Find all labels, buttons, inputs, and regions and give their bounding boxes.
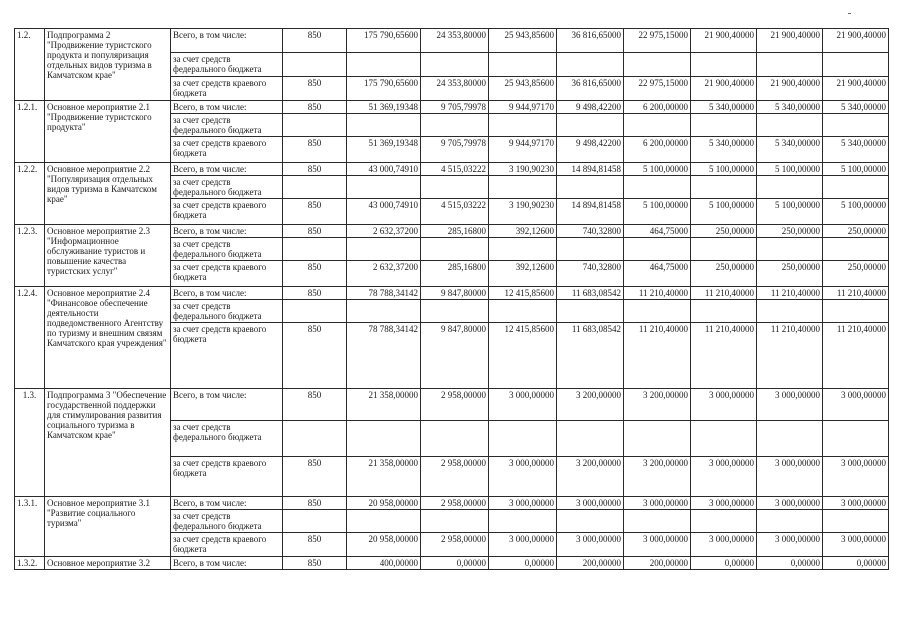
year-amount-cell: 12 415,85600 [489, 323, 557, 389]
table-row [15, 287, 889, 300]
funding-source-cell: за счет средств краевого бюджета [171, 323, 283, 389]
year-amount-cell: 0,00000 [489, 557, 557, 570]
year-amount-cell: 3 000,00000 [691, 389, 757, 421]
year-amount-cell: 250,00000 [691, 261, 757, 287]
year-amount-cell [624, 176, 691, 199]
total-amount-cell: 20 958,00000 [347, 533, 421, 557]
year-amount-cell: 0,00000 [757, 557, 823, 570]
year-amount-cell: 2 958,00000 [421, 533, 489, 557]
year-amount-cell: 5 340,00000 [757, 137, 823, 163]
year-amount-cell: 3 000,00000 [691, 457, 757, 497]
funding-source-cell: за счет средств краевого бюджета [171, 457, 283, 497]
year-amount-cell [823, 114, 889, 137]
year-amount-cell: 11 210,40000 [823, 323, 889, 389]
year-amount-cell [823, 300, 889, 323]
year-amount-cell: 9 498,42200 [557, 101, 624, 114]
year-amount-cell: 3 200,00000 [557, 389, 624, 421]
year-amount-cell: 250,00000 [823, 261, 889, 287]
year-amount-cell: 11 683,08542 [557, 287, 624, 300]
year-amount-cell: 5 100,00000 [691, 199, 757, 225]
year-amount-cell: 9 847,80000 [421, 287, 489, 300]
year-amount-cell: 9 944,97170 [489, 137, 557, 163]
admin-code-cell [283, 114, 347, 137]
year-amount-cell [757, 53, 823, 77]
year-amount-cell: 3 000,00000 [823, 497, 889, 510]
year-amount-cell: 3 000,00000 [489, 457, 557, 497]
year-amount-cell: 11 210,40000 [624, 287, 691, 300]
year-amount-cell [624, 510, 691, 533]
admin-code-cell: 850 [283, 101, 347, 114]
year-amount-cell: 25 943,85600 [489, 77, 557, 101]
admin-code-cell: 850 [283, 457, 347, 497]
funding-source-cell: Всего, в том числе: [171, 389, 283, 421]
year-amount-cell [489, 238, 557, 261]
year-amount-cell: 3 200,00000 [557, 457, 624, 497]
year-amount-cell: 6 200,00000 [624, 137, 691, 163]
year-amount-cell: 14 894,81458 [557, 163, 624, 176]
admin-code-cell [283, 176, 347, 199]
total-amount-cell: 78 788,34142 [347, 287, 421, 300]
year-amount-cell [489, 300, 557, 323]
year-amount-cell: 3 000,00000 [691, 497, 757, 510]
year-amount-cell: 2 958,00000 [421, 497, 489, 510]
admin-code-cell: 850 [283, 557, 347, 570]
admin-code-cell: 850 [283, 225, 347, 238]
year-amount-cell: 3 000,00000 [557, 497, 624, 510]
year-amount-cell: 3 000,00000 [691, 533, 757, 557]
row-index-cell: 1.2.2. [15, 163, 45, 225]
year-amount-cell: 740,32800 [557, 225, 624, 238]
year-amount-cell: 25 943,85600 [489, 29, 557, 53]
admin-code-cell [283, 300, 347, 323]
funding-source-cell: за счет средств федерального бюджета [171, 510, 283, 533]
year-amount-cell [624, 238, 691, 261]
year-amount-cell [421, 176, 489, 199]
year-amount-cell: 5 100,00000 [823, 163, 889, 176]
year-amount-cell: 3 200,00000 [624, 457, 691, 497]
year-amount-cell: 0,00000 [421, 557, 489, 570]
year-amount-cell [823, 421, 889, 457]
admin-code-cell: 850 [283, 261, 347, 287]
total-amount-cell [347, 176, 421, 199]
program-name-cell: Основное мероприятие 2.1 "Продвижение туристского продукта" [45, 101, 171, 163]
row-index-cell: 1.3.1. [15, 497, 45, 557]
admin-code-cell: 850 [283, 323, 347, 389]
year-amount-cell: 285,16800 [421, 225, 489, 238]
year-amount-cell [557, 300, 624, 323]
year-amount-cell [557, 510, 624, 533]
year-amount-cell: 3 000,00000 [489, 533, 557, 557]
year-amount-cell: 5 100,00000 [823, 199, 889, 225]
year-amount-cell: 250,00000 [823, 225, 889, 238]
year-amount-cell: 11 210,40000 [624, 323, 691, 389]
total-amount-cell: 21 358,00000 [347, 389, 421, 421]
year-amount-cell: 5 340,00000 [823, 137, 889, 163]
year-amount-cell: 24 353,80000 [421, 77, 489, 101]
year-amount-cell: 3 000,00000 [489, 389, 557, 421]
year-amount-cell: 5 100,00000 [691, 163, 757, 176]
year-amount-cell [557, 114, 624, 137]
budget-table [14, 28, 889, 570]
funding-source-cell: Всего, в том числе: [171, 225, 283, 238]
year-amount-cell: 3 000,00000 [557, 533, 624, 557]
year-amount-cell [557, 238, 624, 261]
year-amount-cell [823, 53, 889, 77]
year-amount-cell: 3 000,00000 [823, 533, 889, 557]
year-amount-cell: 21 900,40000 [757, 29, 823, 53]
year-amount-cell: 3 000,00000 [489, 497, 557, 510]
year-amount-cell: 200,00000 [624, 557, 691, 570]
admin-code-cell: 850 [283, 389, 347, 421]
year-amount-cell: 250,00000 [757, 261, 823, 287]
year-amount-cell [624, 114, 691, 137]
program-name-cell: Основное мероприятие 2.3 "Информационное обслуживание туристов и повышение качества туристских услуг" [45, 225, 171, 287]
year-amount-cell: 21 900,40000 [757, 77, 823, 101]
funding-source-cell: за счет средств федерального бюджета [171, 176, 283, 199]
admin-code-cell: 850 [283, 77, 347, 101]
year-amount-cell: 11 210,40000 [757, 323, 823, 389]
year-amount-cell: 5 100,00000 [757, 163, 823, 176]
year-amount-cell: 9 705,79978 [421, 137, 489, 163]
total-amount-cell: 43 000,74910 [347, 199, 421, 225]
year-amount-cell [557, 53, 624, 77]
year-amount-cell [421, 53, 489, 77]
year-amount-cell [691, 421, 757, 457]
year-amount-cell: 392,12600 [489, 225, 557, 238]
year-amount-cell: 3 000,00000 [823, 457, 889, 497]
year-amount-cell: 5 100,00000 [624, 199, 691, 225]
year-amount-cell: 11 210,40000 [757, 287, 823, 300]
year-amount-cell: 21 900,40000 [691, 77, 757, 101]
funding-source-cell: за счет средств краевого бюджета [171, 199, 283, 225]
funding-source-cell: за счет средств краевого бюджета [171, 533, 283, 557]
year-amount-cell: 5 340,00000 [691, 137, 757, 163]
row-index-cell: 1.2.3. [15, 225, 45, 287]
year-amount-cell: 200,00000 [557, 557, 624, 570]
total-amount-cell [347, 421, 421, 457]
year-amount-cell: 14 894,81458 [557, 199, 624, 225]
year-amount-cell [691, 176, 757, 199]
row-index-cell: 1.3.2. [15, 557, 45, 570]
program-name-cell: Основное мероприятие 2.2 "Популяризация отдельных видов туризма в Камчатском крае" [45, 163, 171, 225]
year-amount-cell: 2 958,00000 [421, 389, 489, 421]
table-row [15, 497, 889, 510]
year-amount-cell: 11 210,40000 [691, 287, 757, 300]
year-amount-cell: 285,16800 [421, 261, 489, 287]
year-amount-cell: 3 000,00000 [757, 457, 823, 497]
year-amount-cell [691, 300, 757, 323]
total-amount-cell: 21 358,00000 [347, 457, 421, 497]
table-row [15, 29, 889, 53]
year-amount-cell: 250,00000 [691, 225, 757, 238]
year-amount-cell [823, 176, 889, 199]
year-amount-cell [757, 300, 823, 323]
year-amount-cell [691, 53, 757, 77]
year-amount-cell: 3 200,00000 [624, 389, 691, 421]
year-amount-cell [557, 176, 624, 199]
total-amount-cell: 400,00000 [347, 557, 421, 570]
admin-code-cell: 850 [283, 497, 347, 510]
program-name-cell: Подпрограмма 3 "Обеспечение государственной поддержки для стимулирования развития социального туризма в Камчатском крае" [45, 389, 171, 497]
funding-source-cell: за счет средств федерального бюджета [171, 421, 283, 457]
total-amount-cell: 51 369,19348 [347, 101, 421, 114]
row-index-cell: 1.2. [15, 29, 45, 101]
year-amount-cell: 3 190,90230 [489, 199, 557, 225]
year-amount-cell [421, 510, 489, 533]
year-amount-cell: 6 200,00000 [624, 101, 691, 114]
funding-source-cell: за счет средств федерального бюджета [171, 300, 283, 323]
budget-table-body [15, 29, 889, 570]
year-amount-cell: 3 000,00000 [624, 533, 691, 557]
admin-code-cell [283, 510, 347, 533]
year-amount-cell: 464,75000 [624, 225, 691, 238]
year-amount-cell: 21 900,40000 [823, 77, 889, 101]
admin-code-cell: 850 [283, 137, 347, 163]
year-amount-cell [421, 300, 489, 323]
year-amount-cell: 3 000,00000 [823, 389, 889, 421]
year-amount-cell: 4 515,03222 [421, 163, 489, 176]
admin-code-cell: 850 [283, 287, 347, 300]
total-amount-cell [347, 53, 421, 77]
year-amount-cell: 36 816,65000 [557, 77, 624, 101]
year-amount-cell: 5 340,00000 [691, 101, 757, 114]
funding-source-cell: Всего, в том числе: [171, 29, 283, 53]
scan-speck [848, 13, 851, 14]
program-name-cell: Подпрограмма 2 "Продвижение туристского продукта и популяризация отдельных видов туризма в Камчатском крае" [45, 29, 171, 101]
funding-source-cell: за счет средств федерального бюджета [171, 238, 283, 261]
year-amount-cell: 24 353,80000 [421, 29, 489, 53]
admin-code-cell [283, 53, 347, 77]
funding-source-cell: Всего, в том числе: [171, 101, 283, 114]
funding-source-cell: за счет средств федерального бюджета [171, 114, 283, 137]
table-row [15, 389, 889, 421]
table-row [15, 163, 889, 176]
total-amount-cell: 43 000,74910 [347, 163, 421, 176]
year-amount-cell: 3 000,00000 [757, 533, 823, 557]
year-amount-cell [691, 510, 757, 533]
year-amount-cell [489, 421, 557, 457]
year-amount-cell: 4 515,03222 [421, 199, 489, 225]
admin-code-cell: 850 [283, 533, 347, 557]
year-amount-cell [823, 238, 889, 261]
year-amount-cell: 21 900,40000 [691, 29, 757, 53]
row-index-cell: 1.3. [15, 389, 45, 497]
year-amount-cell: 5 340,00000 [823, 101, 889, 114]
total-amount-cell [347, 300, 421, 323]
year-amount-cell: 22 975,15000 [624, 77, 691, 101]
year-amount-cell: 9 498,42200 [557, 137, 624, 163]
admin-code-cell: 850 [283, 199, 347, 225]
year-amount-cell [823, 510, 889, 533]
total-amount-cell: 175 790,65600 [347, 77, 421, 101]
year-amount-cell: 9 944,97170 [489, 101, 557, 114]
total-amount-cell: 2 632,37200 [347, 225, 421, 238]
year-amount-cell: 250,00000 [757, 225, 823, 238]
total-amount-cell [347, 114, 421, 137]
program-name-cell: Основное мероприятие 3.1 "Развитие социального туризма" [45, 497, 171, 557]
total-amount-cell: 2 632,37200 [347, 261, 421, 287]
year-amount-cell: 22 975,15000 [624, 29, 691, 53]
year-amount-cell: 464,75000 [624, 261, 691, 287]
funding-source-cell: за счет средств краевого бюджета [171, 261, 283, 287]
year-amount-cell: 9 705,79978 [421, 101, 489, 114]
funding-source-cell: Всего, в том числе: [171, 287, 283, 300]
year-amount-cell [489, 114, 557, 137]
year-amount-cell: 392,12600 [489, 261, 557, 287]
total-amount-cell [347, 510, 421, 533]
admin-code-cell: 850 [283, 29, 347, 53]
funding-source-cell: за счет средств краевого бюджета [171, 137, 283, 163]
row-index-cell: 1.2.1. [15, 101, 45, 163]
admin-code-cell [283, 421, 347, 457]
year-amount-cell [421, 421, 489, 457]
year-amount-cell [757, 510, 823, 533]
funding-source-cell: Всего, в том числе: [171, 163, 283, 176]
admin-code-cell [283, 238, 347, 261]
row-index-cell: 1.2.4. [15, 287, 45, 389]
funding-source-cell: за счет средств краевого бюджета [171, 77, 283, 101]
year-amount-cell: 740,32800 [557, 261, 624, 287]
year-amount-cell: 11 683,08542 [557, 323, 624, 389]
year-amount-cell [421, 238, 489, 261]
year-amount-cell [757, 176, 823, 199]
year-amount-cell: 21 900,40000 [823, 29, 889, 53]
total-amount-cell: 20 958,00000 [347, 497, 421, 510]
funding-source-cell: Всего, в том числе: [171, 497, 283, 510]
year-amount-cell: 0,00000 [823, 557, 889, 570]
year-amount-cell [489, 53, 557, 77]
year-amount-cell: 5 100,00000 [757, 199, 823, 225]
year-amount-cell: 0,00000 [691, 557, 757, 570]
year-amount-cell: 3 000,00000 [757, 497, 823, 510]
year-amount-cell: 3 000,00000 [757, 389, 823, 421]
year-amount-cell: 5 100,00000 [624, 163, 691, 176]
table-row [15, 557, 889, 570]
year-amount-cell: 12 415,85600 [489, 287, 557, 300]
year-amount-cell [757, 114, 823, 137]
year-amount-cell: 2 958,00000 [421, 457, 489, 497]
funding-source-cell: Всего, в том числе: [171, 557, 283, 570]
program-name-cell: Основное мероприятие 2.4 "Финансовое обеспечение деятельности подведомственного Агентству по туризму и внешним связям Камчатского края учреждения" [45, 287, 171, 389]
year-amount-cell [557, 421, 624, 457]
year-amount-cell [757, 238, 823, 261]
year-amount-cell: 3 190,90230 [489, 163, 557, 176]
year-amount-cell: 36 816,65000 [557, 29, 624, 53]
year-amount-cell: 11 210,40000 [691, 323, 757, 389]
total-amount-cell: 51 369,19348 [347, 137, 421, 163]
table-row [15, 101, 889, 114]
year-amount-cell [421, 114, 489, 137]
year-amount-cell [691, 238, 757, 261]
year-amount-cell [489, 510, 557, 533]
year-amount-cell [624, 53, 691, 77]
funding-source-cell: за счет средств федерального бюджета [171, 53, 283, 77]
total-amount-cell: 175 790,65600 [347, 29, 421, 53]
year-amount-cell [757, 421, 823, 457]
year-amount-cell [624, 300, 691, 323]
year-amount-cell [489, 176, 557, 199]
admin-code-cell: 850 [283, 163, 347, 176]
year-amount-cell: 11 210,40000 [823, 287, 889, 300]
year-amount-cell [624, 421, 691, 457]
year-amount-cell: 3 000,00000 [624, 497, 691, 510]
program-name-cell: Основное мероприятие 3.2 [45, 557, 171, 570]
total-amount-cell [347, 238, 421, 261]
year-amount-cell [691, 114, 757, 137]
total-amount-cell: 78 788,34142 [347, 323, 421, 389]
year-amount-cell: 9 847,80000 [421, 323, 489, 389]
table-row [15, 225, 889, 238]
year-amount-cell: 5 340,00000 [757, 101, 823, 114]
